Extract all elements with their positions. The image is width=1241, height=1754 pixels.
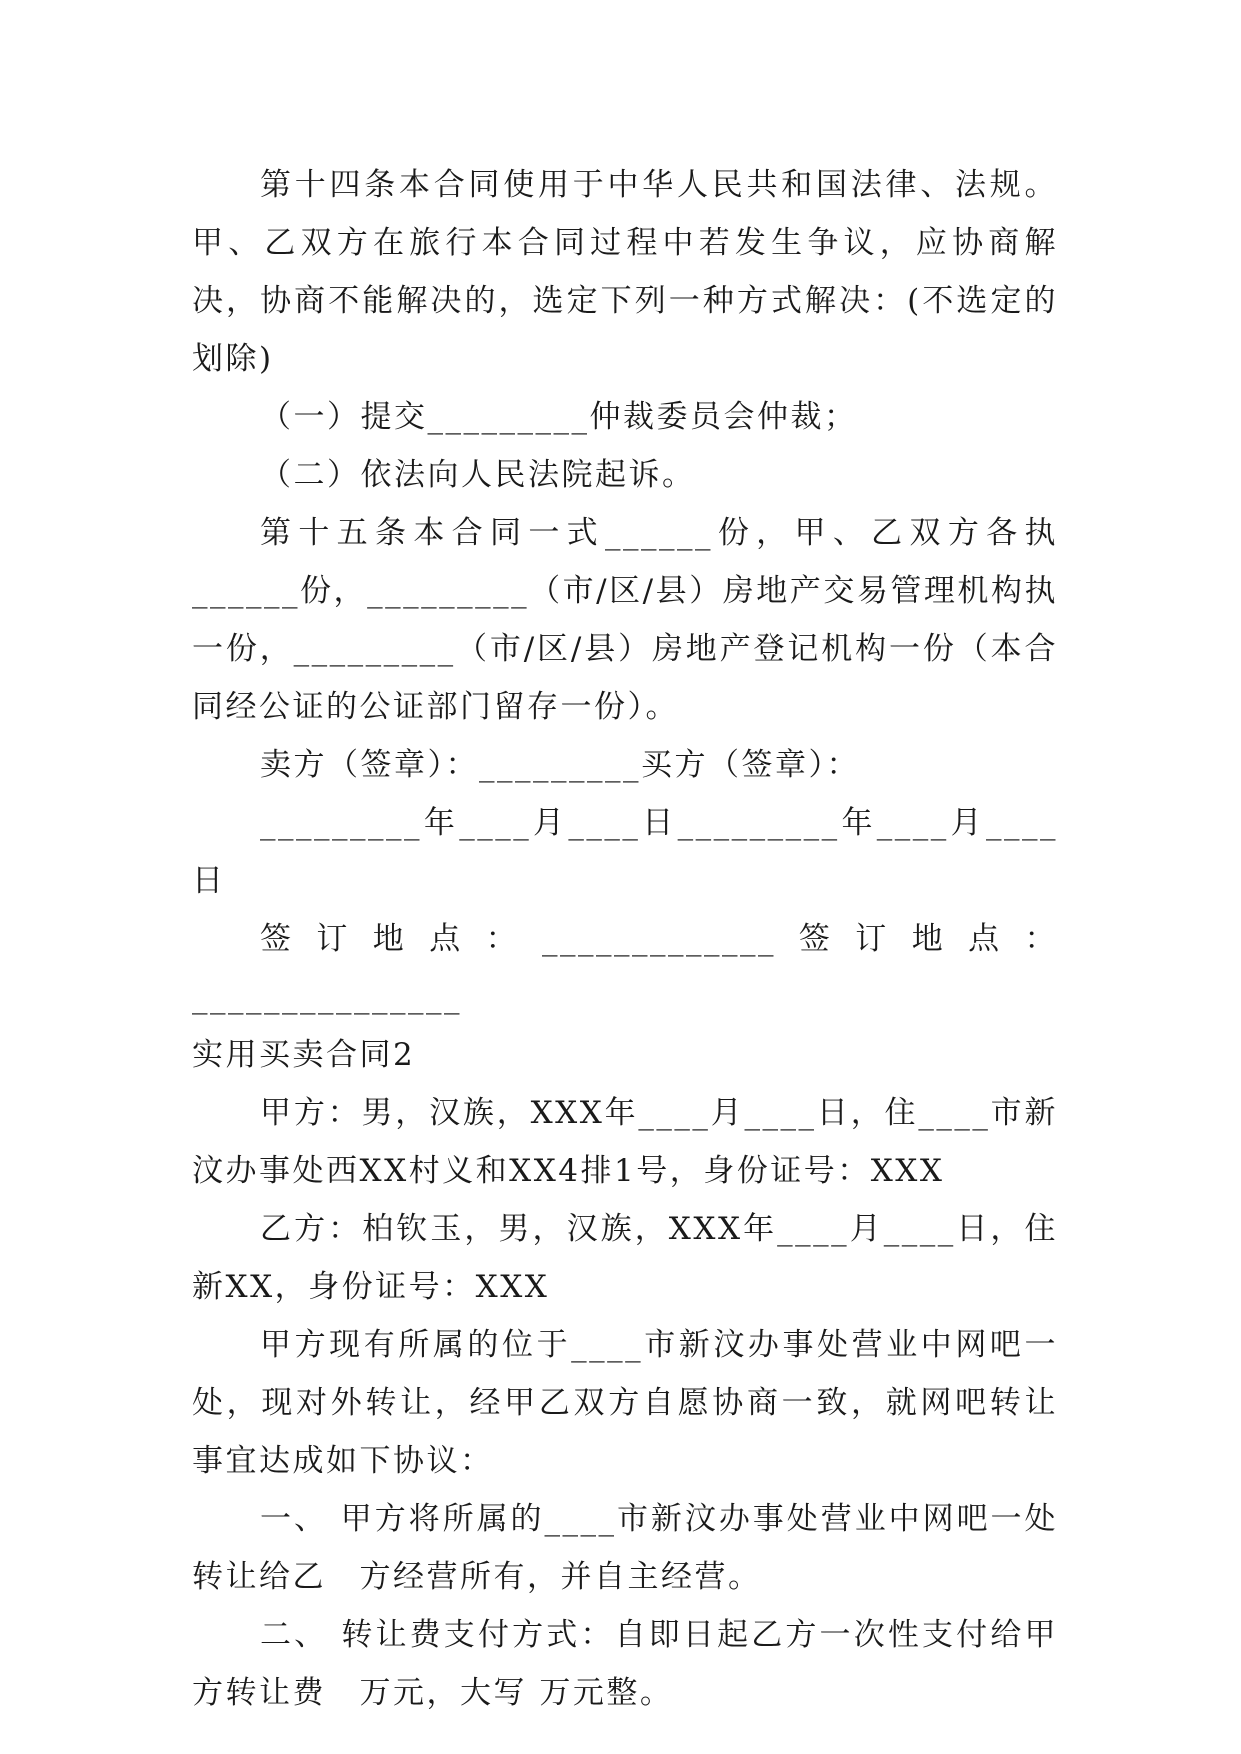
article-15-paragraph: 第十五条本合同一式______份，甲、乙双方各执______份，_________（市/区/县）房地产交易管理机构执一份，_________（市/区/县）房地产登记机构一份（本合同经公证的公证部门留存一份）。 [192,515,1058,725]
lawsuit-option: （二）依法向人民法院起诉。 [260,457,696,493]
article-14-paragraph: 第十四条本合同使用于中华人民共和国法律、法规。甲、乙双方在旅行本合同过程中若发生争议，应协商解决，协商不能解决的，选定下列一种方式解决：(不选定的划除) [192,167,1058,377]
arbitration-option: （一）提交_________仲裁委员会仲裁； [260,399,858,435]
signature-line: 卖方（签章）：_________买方（签章）： [260,747,860,783]
intro-paragraph: 甲方现有所属的位于____市新汶办事处营业中网吧一处，现对外转让，经甲乙双方自愿协商一致，就网吧转让事宜达成如下协议： [192,1327,1058,1479]
section-title: 实用买卖合同2 [192,1037,416,1073]
clause-1: 一、 甲方将所属的____市新汶办事处营业中网吧一处转让给乙 方经营所有，并自主经营。 [192,1501,1058,1595]
document-page [192,156,1058,1722]
party-a-info: 甲方：男，汉族，XXX年____月____日，住____市新汶办事处西XX村义和XX4排1号，身份证号：XXX [192,1095,1058,1189]
date-line: _________年____月____日_________年____月____日 [192,805,1058,899]
clause-2: 二、 转让费支付方式：自即日起乙方一次性支付给甲方转让费 万元，大写 万元整。 [192,1617,1058,1711]
party-b-info: 乙方：柏钦玉，男，汉族，XXX年____月____日，住新XX，身份证号：XXX [192,1211,1058,1305]
signing-place-line: 签订地点：_____________签订地点：_______________ [192,921,1058,1015]
